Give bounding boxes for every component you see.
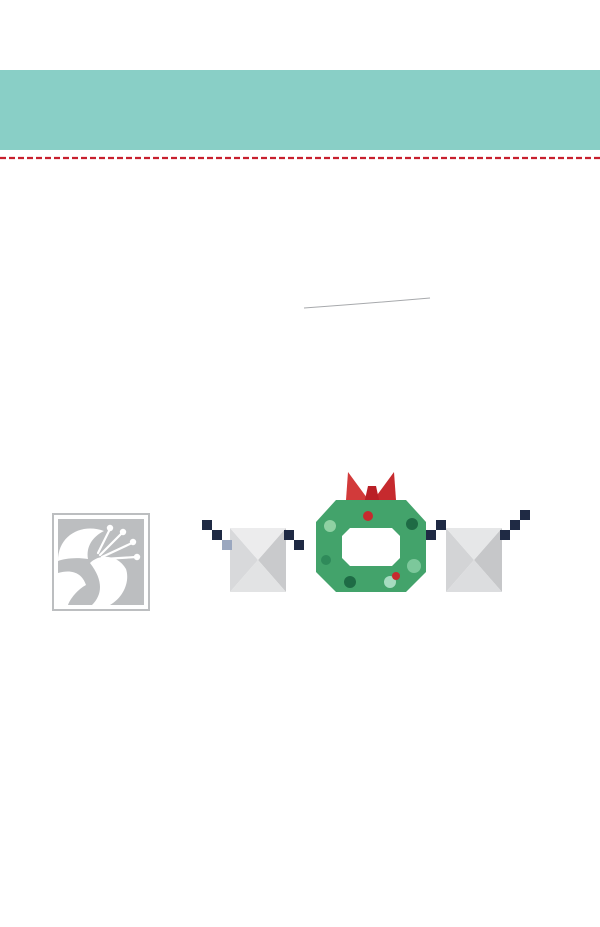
wreath-block	[316, 472, 426, 592]
title-band	[0, 70, 600, 150]
barcode	[50, 785, 222, 855]
top-zigzag-border	[0, 0, 600, 56]
red-dashed-divider	[0, 156, 600, 160]
triangle-arrow-border	[236, 799, 600, 827]
bottom-zigzag-border	[0, 884, 600, 927]
left-bow-block	[202, 520, 304, 592]
right-bow-block	[426, 510, 530, 592]
kate-spain-flower-logo	[52, 513, 150, 611]
quilt-block-illustration	[200, 466, 532, 594]
moda-logo	[300, 288, 434, 312]
